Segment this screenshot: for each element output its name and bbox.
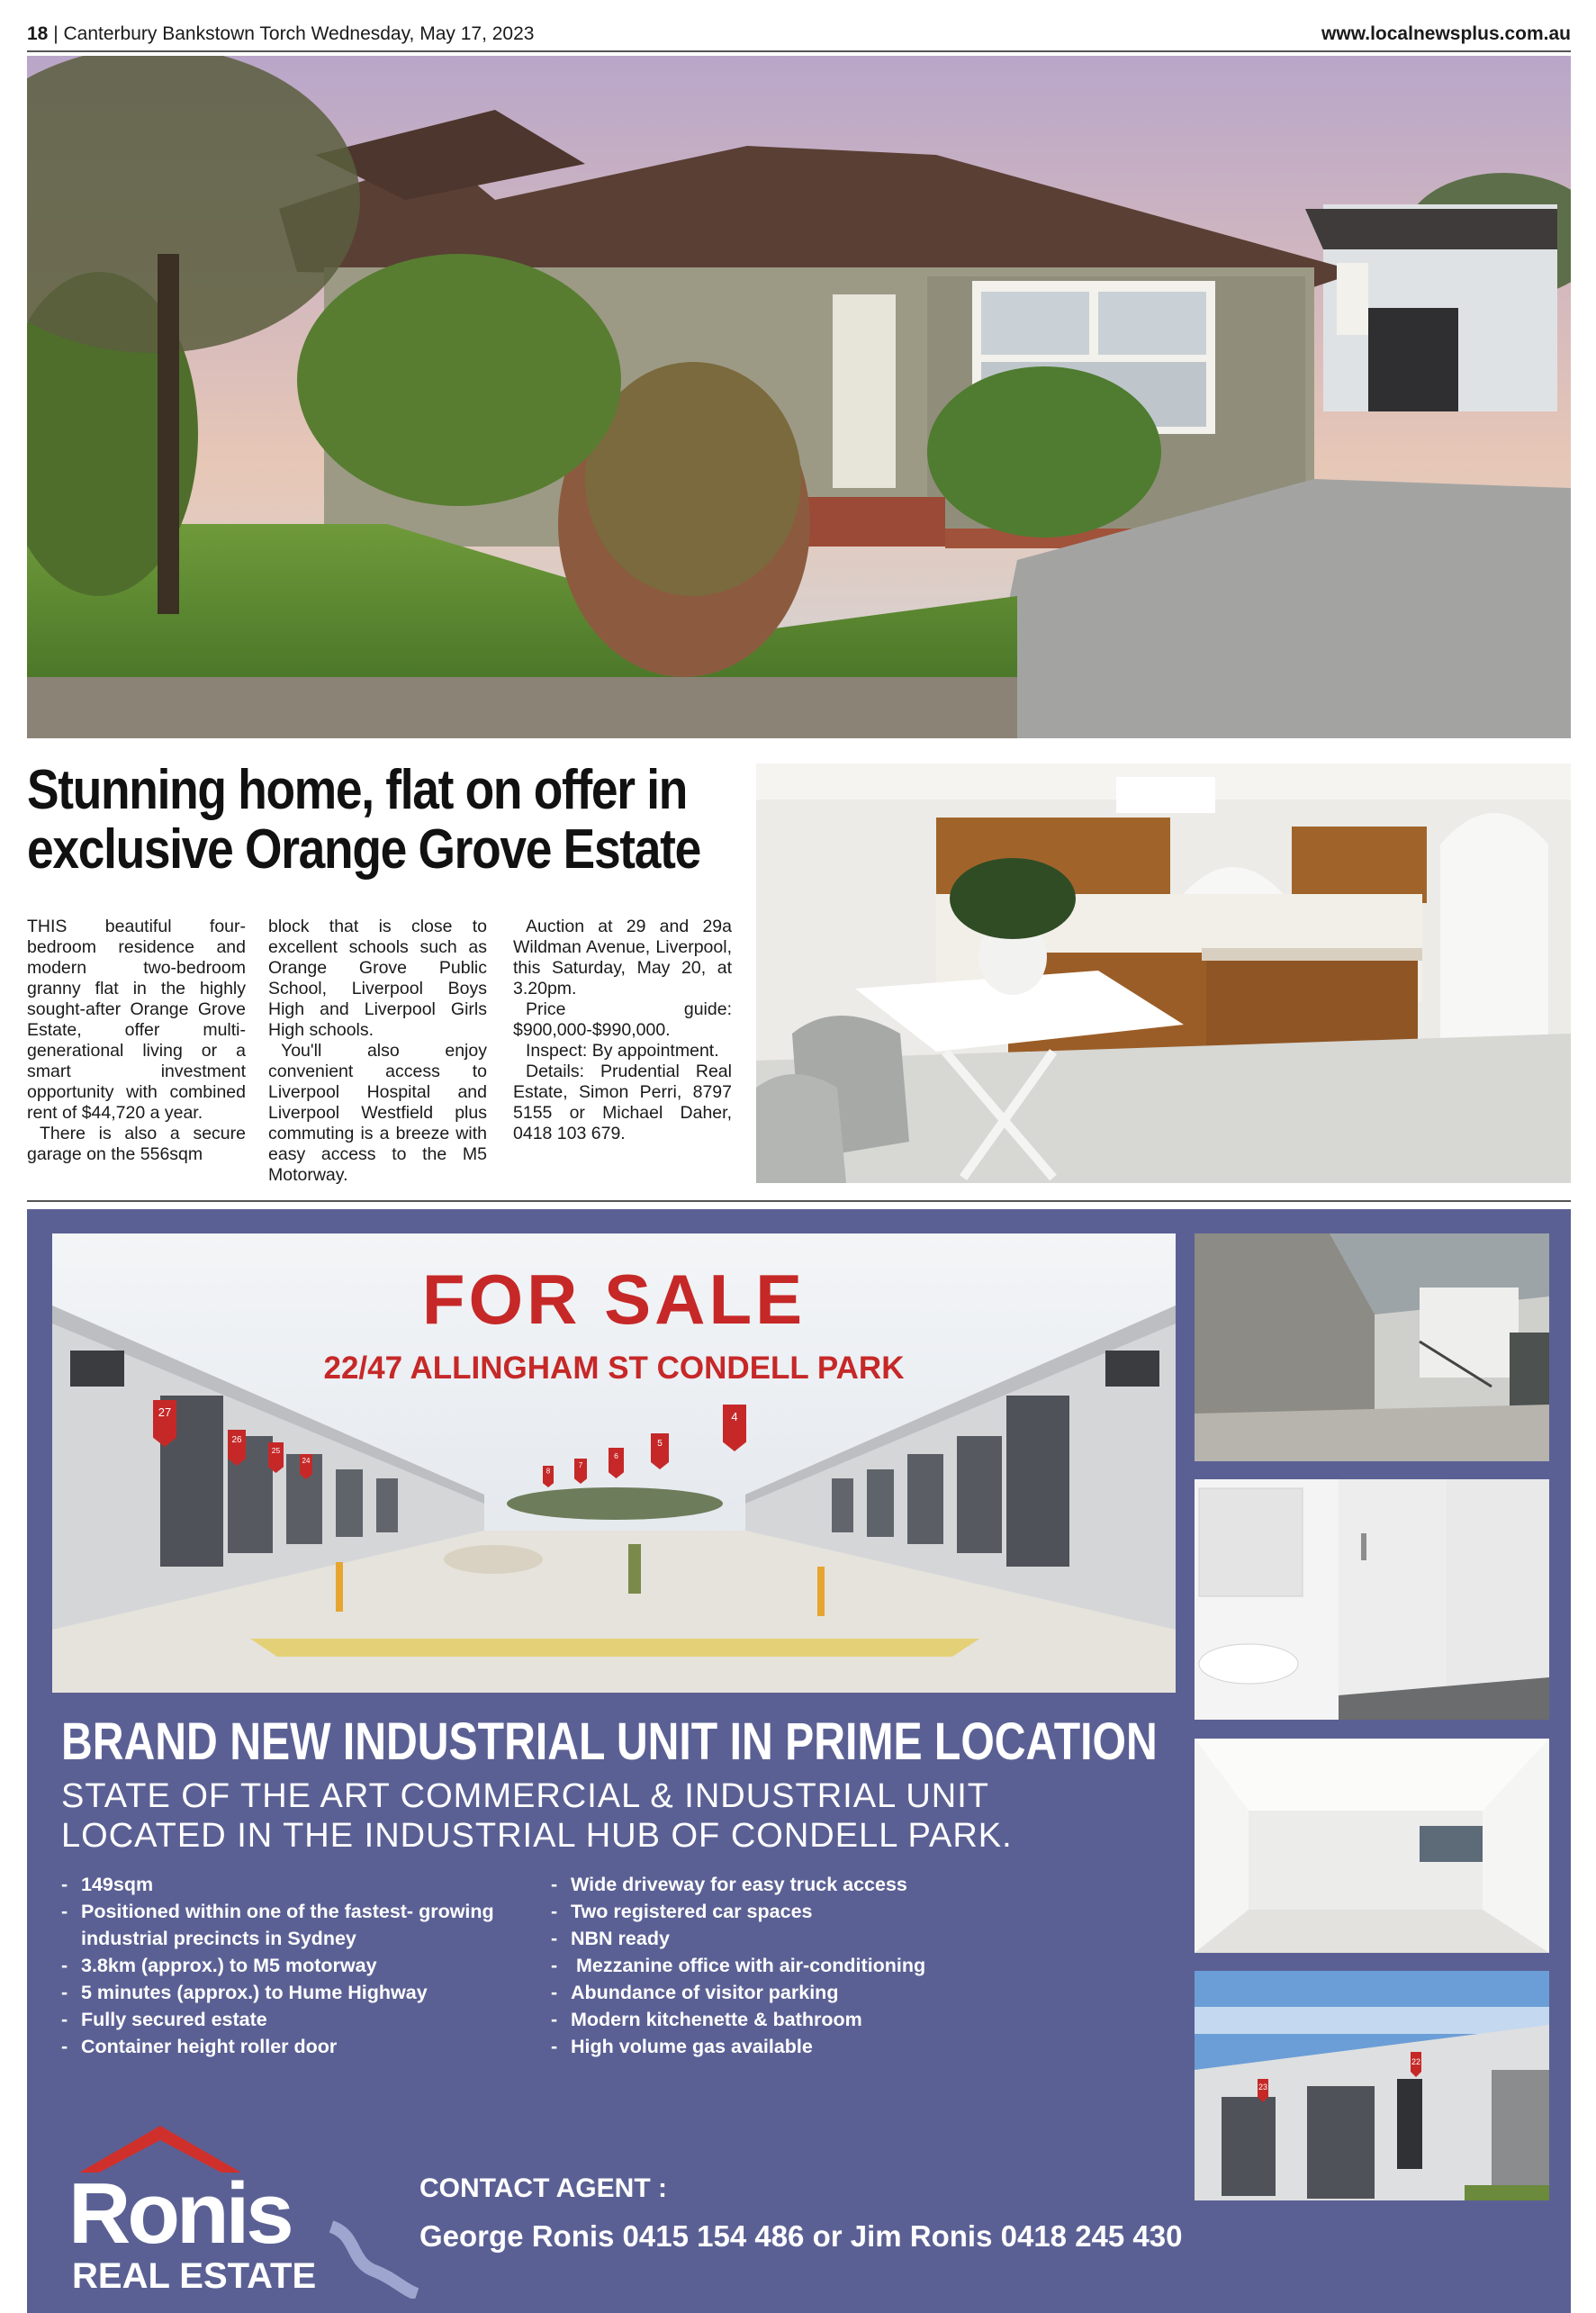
article-paragraph: block that is close to excellent schools such as Orange Grove Public School, Liverpool Boys High and Liverpool Girls High schools.: [268, 917, 487, 1040]
warehouse-interior-photo: [1195, 1233, 1549, 1461]
feature-item: - Modern kitchenette & bathroom: [551, 2006, 925, 2033]
article-paragraph: THIS beautiful four-bedroom residence and modern two-bedroom granny flat in the highly sought-after Orange Grove Estate, offer multi-generational living or a smart investment opportunity with combined rent of $44,720 a year.: [27, 917, 246, 1123]
swoosh-icon: [331, 2227, 417, 2294]
unit-exterior-photo: [1195, 1971, 1549, 2200]
article-paragraph: There is also a secure garage on the 556sqm: [27, 1124, 246, 1164]
ad-subtitle-line-2: LOCATED IN THE INDUSTRIAL HUB OF CONDELL PARK.: [61, 1817, 1013, 1855]
property-address: 22/47 ALLINGHAM ST CONDELL PARK: [323, 1351, 905, 1386]
ad-main-photo: [52, 1233, 1176, 1693]
feature-item: - Two registered car spaces: [551, 1898, 925, 1925]
feature-item: - 3.8km (approx.) to M5 motorway: [61, 1952, 494, 1979]
feature-item: - Wide driveway for easy truck access: [551, 1871, 925, 1898]
article-paragraph: Price guide: $900,000-$990,000.: [513, 999, 732, 1040]
feature-item: - 5 minutes (approx.) to Hume Highway: [61, 1979, 494, 2006]
feature-item: - Mezzanine office with air-conditioning: [551, 1952, 925, 1979]
website-link[interactable]: www.localnewsplus.com.au: [1321, 23, 1571, 44]
article-paragraph: Auction at 29 and 29a Wildman Avenue, Liverpool, this Saturday, May 20, at 3.20pm.: [513, 917, 732, 998]
logo-sub: REAL ESTATE: [72, 2256, 317, 2296]
page-number: 18: [27, 23, 49, 44]
unit-number-label: 23: [1258, 2083, 1268, 2092]
header-left: 18 | Canterbury Bankstown Torch Wednesday, May 17, 2023: [27, 23, 535, 44]
for-sale-heading: FOR SALE: [421, 1260, 807, 1339]
article-paragraph: Inspect: By appointment.: [526, 1041, 719, 1061]
unit-number-label: 7: [578, 1460, 583, 1469]
features-left-list: [61, 1871, 494, 2060]
page-header: [27, 20, 1571, 47]
unit-number-label: 6: [614, 1450, 618, 1460]
empty-room-illustration: [1195, 1739, 1549, 1953]
kitchen-photo: [756, 763, 1571, 1183]
section-rule: [27, 1200, 1571, 1202]
unit-exterior-illustration: [1195, 1971, 1549, 2200]
industrial-unit-ad: [27, 1209, 1571, 2313]
feature-item: - Fully secured estate: [61, 2006, 494, 2033]
unit-number-label: 22: [1411, 2057, 1421, 2066]
article-headline: [27, 759, 700, 881]
bathroom-photo: [1195, 1479, 1549, 1720]
article-paragraph: Details: Prudential Real Estate, Simon Perri, 8797 5155 or Michael Daher, 0418 103 679.: [513, 1062, 732, 1143]
logo-name: Ronis: [68, 2165, 291, 2262]
unit-number-label: 24: [302, 1456, 311, 1465]
ad-subtitle-line-1: STATE OF THE ART COMMERCIAL & INDUSTRIAL UNIT: [61, 1777, 990, 1815]
headline-line-2: exclusive Orange Grove Estate: [27, 818, 700, 881]
article-body: [27, 917, 738, 1187]
empty-room-photo: [1195, 1739, 1549, 1953]
feature-item: - Abundance of visitor parking: [551, 1979, 925, 2006]
house-illustration: [27, 56, 1571, 738]
article-column-2: [268, 917, 487, 1186]
ronis-logo: [61, 2119, 430, 2299]
ad-headline: BRAND NEW INDUSTRIAL UNIT IN PRIME LOCATION: [61, 1712, 1158, 1771]
contact-details: George Ronis 0415 154 486 or Jim Ronis 0418 245 430: [419, 2219, 1183, 2253]
unit-number-label: 4: [731, 1410, 738, 1424]
warehouse-interior-illustration: [1195, 1233, 1549, 1461]
headline-line-1: Stunning home, flat on offer in: [27, 759, 688, 821]
header-rule: [27, 50, 1571, 52]
feature-item: - Positioned within one of the fastest- growing: [61, 1898, 494, 1925]
ronis-logo-graphic: [61, 2119, 430, 2299]
feature-item: - NBN ready: [551, 1925, 925, 1952]
unit-number-label: 8: [546, 1467, 551, 1476]
publication-name: Canterbury Bankstown Torch: [63, 23, 306, 44]
feature-item: industrial precincts in Sydney: [81, 1928, 356, 1949]
publication-date: Wednesday, May 17, 2023: [311, 23, 535, 44]
ad-subtitle: [61, 1776, 1013, 1856]
unit-number-label: 25: [271, 1445, 281, 1455]
article-column-1: [27, 917, 246, 1165]
contact-label: CONTACT AGENT :: [419, 2173, 667, 2203]
feature-item: - High volume gas available: [551, 2033, 925, 2060]
house-photo: [27, 56, 1571, 738]
unit-number-label: 26: [231, 1435, 242, 1445]
unit-number-label: 5: [657, 1439, 663, 1449]
bathroom-illustration: [1195, 1479, 1549, 1720]
kitchen-illustration: [756, 763, 1571, 1183]
features-right-list: [551, 1871, 925, 2060]
feature-item: - 149sqm: [61, 1871, 494, 1898]
article-paragraph: You'll also enjoy convenient access to Liverpool Hospital and Liverpool Westfield plus commuting is a breeze with easy access to the M5 Motorway.: [268, 1041, 487, 1185]
unit-number-label: 27: [158, 1405, 172, 1420]
article-column-3: [513, 917, 732, 1144]
feature-item: - Container height roller door: [61, 2033, 494, 2060]
